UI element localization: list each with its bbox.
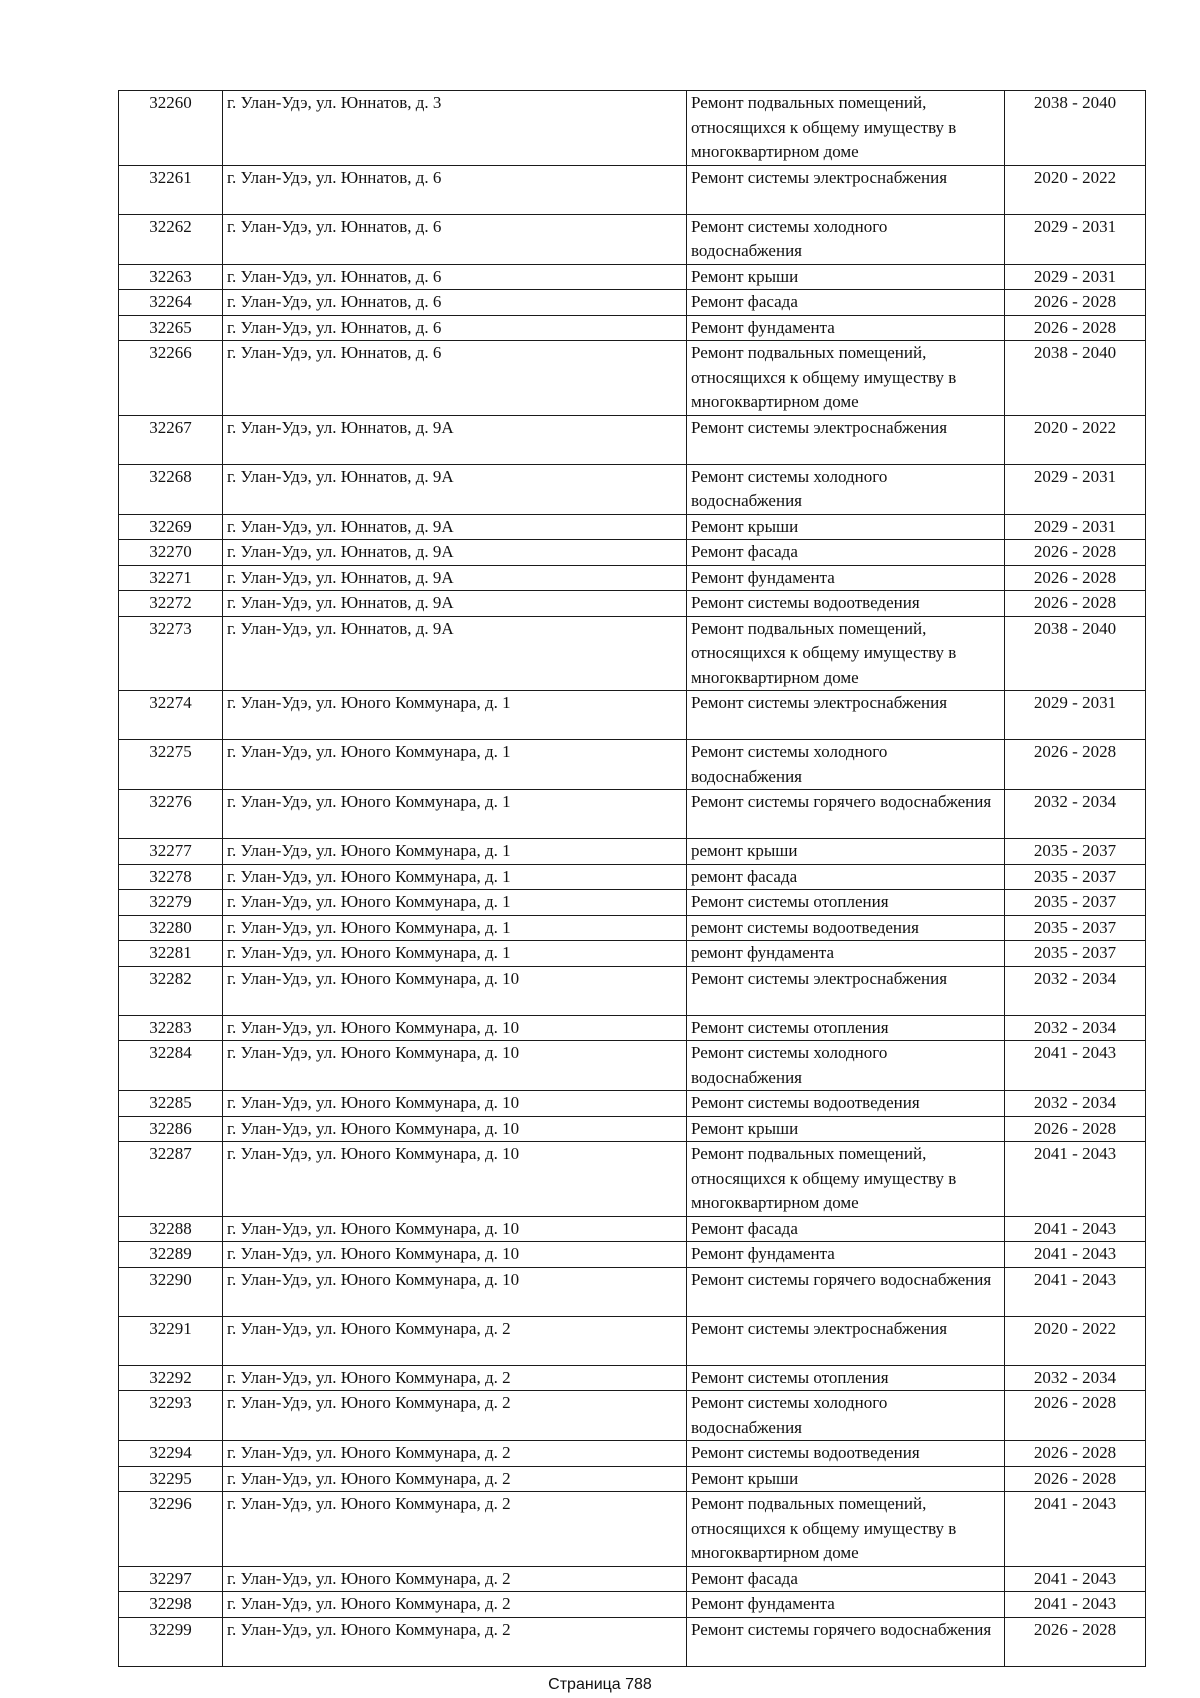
row-work-type: Ремонт фундамента <box>687 315 1005 341</box>
row-work-type: Ремонт подвальных помещений, относящихся к общему имуществу в многоквартирном доме <box>687 341 1005 416</box>
row-period: 2032 - 2034 <box>1005 966 1146 1015</box>
row-period: 2020 - 2022 <box>1005 415 1146 464</box>
row-address: г. Улан-Удэ, ул. Юного Коммунара, д. 10 <box>223 1216 687 1242</box>
row-work-type: Ремонт системы горячего водоснабжения <box>687 1267 1005 1316</box>
row-number: 32267 <box>119 415 223 464</box>
row-address: г. Улан-Удэ, ул. Юного Коммунара, д. 1 <box>223 890 687 916</box>
row-number: 32294 <box>119 1441 223 1467</box>
row-period: 2041 - 2043 <box>1005 1267 1146 1316</box>
row-address: г. Улан-Удэ, ул. Юннатов, д. 6 <box>223 341 687 416</box>
row-work-type: Ремонт системы горячего водоснабжения <box>687 790 1005 839</box>
table-row <box>119 790 1146 839</box>
row-work-type: Ремонт фасада <box>687 540 1005 566</box>
table-row <box>119 839 1146 865</box>
row-address: г. Улан-Удэ, ул. Юного Коммунара, д. 1 <box>223 941 687 967</box>
row-period: 2026 - 2028 <box>1005 1116 1146 1142</box>
table-row <box>119 565 1146 591</box>
row-period: 2026 - 2028 <box>1005 1391 1146 1441</box>
row-address: г. Улан-Удэ, ул. Юннатов, д. 6 <box>223 315 687 341</box>
row-address: г. Улан-Удэ, ул. Юного Коммунара, д. 10 <box>223 1267 687 1316</box>
row-address: г. Улан-Удэ, ул. Юного Коммунара, д. 2 <box>223 1441 687 1467</box>
row-work-type: Ремонт системы холодного водоснабжения <box>687 214 1005 264</box>
row-number: 32286 <box>119 1116 223 1142</box>
row-work-type: Ремонт фасада <box>687 1566 1005 1592</box>
row-number: 32260 <box>119 91 223 166</box>
row-address: г. Улан-Удэ, ул. Юннатов, д. 9А <box>223 616 687 691</box>
row-work-type: Ремонт системы отопления <box>687 1365 1005 1391</box>
row-period: 2041 - 2043 <box>1005 1492 1146 1567</box>
row-address: г. Улан-Удэ, ул. Юннатов, д. 9А <box>223 540 687 566</box>
row-number: 32284 <box>119 1041 223 1091</box>
table-row <box>119 966 1146 1015</box>
row-address: г. Улан-Удэ, ул. Юного Коммунара, д. 10 <box>223 1142 687 1217</box>
row-period: 2020 - 2022 <box>1005 1316 1146 1365</box>
table-row <box>119 341 1146 416</box>
row-address: г. Улан-Удэ, ул. Юного Коммунара, д. 1 <box>223 790 687 839</box>
row-address: г. Улан-Удэ, ул. Юного Коммунара, д. 2 <box>223 1617 687 1666</box>
row-work-type: Ремонт фундамента <box>687 565 1005 591</box>
row-period: 2026 - 2028 <box>1005 565 1146 591</box>
row-period: 2041 - 2043 <box>1005 1242 1146 1268</box>
row-period: 2020 - 2022 <box>1005 165 1146 214</box>
table-row <box>119 1142 1146 1217</box>
table-row <box>119 740 1146 790</box>
row-address: г. Улан-Удэ, ул. Юного Коммунара, д. 2 <box>223 1391 687 1441</box>
row-address: г. Улан-Удэ, ул. Юннатов, д. 6 <box>223 290 687 316</box>
row-period: 2026 - 2028 <box>1005 740 1146 790</box>
row-number: 32277 <box>119 839 223 865</box>
row-work-type: Ремонт системы электроснабжения <box>687 691 1005 740</box>
row-period: 2041 - 2043 <box>1005 1592 1146 1618</box>
table-row <box>119 1566 1146 1592</box>
row-work-type: Ремонт системы горячего водоснабжения <box>687 1617 1005 1666</box>
row-work-type: Ремонт системы электроснабжения <box>687 1316 1005 1365</box>
table-row <box>119 315 1146 341</box>
row-address: г. Улан-Удэ, ул. Юннатов, д. 6 <box>223 214 687 264</box>
table-row <box>119 1242 1146 1268</box>
row-address: г. Улан-Удэ, ул. Юного Коммунара, д. 2 <box>223 1466 687 1492</box>
row-work-type: Ремонт системы отопления <box>687 1015 1005 1041</box>
table-row <box>119 1391 1146 1441</box>
row-number: 32292 <box>119 1365 223 1391</box>
row-period: 2038 - 2040 <box>1005 91 1146 166</box>
row-number: 32273 <box>119 616 223 691</box>
row-address: г. Улан-Удэ, ул. Юннатов, д. 3 <box>223 91 687 166</box>
row-period: 2026 - 2028 <box>1005 315 1146 341</box>
row-period: 2038 - 2040 <box>1005 341 1146 416</box>
row-number: 32280 <box>119 915 223 941</box>
row-work-type: Ремонт системы электроснабжения <box>687 165 1005 214</box>
table-row <box>119 1267 1146 1316</box>
row-period: 2026 - 2028 <box>1005 290 1146 316</box>
table-row <box>119 915 1146 941</box>
row-period: 2026 - 2028 <box>1005 1466 1146 1492</box>
table-row <box>119 1116 1146 1142</box>
row-work-type: Ремонт системы электроснабжения <box>687 415 1005 464</box>
row-address: г. Улан-Удэ, ул. Юного Коммунара, д. 2 <box>223 1492 687 1567</box>
table-row <box>119 941 1146 967</box>
table-row <box>119 1466 1146 1492</box>
row-number: 32281 <box>119 941 223 967</box>
row-number: 32266 <box>119 341 223 416</box>
row-work-type: Ремонт крыши <box>687 1466 1005 1492</box>
table-row <box>119 91 1146 166</box>
row-period: 2035 - 2037 <box>1005 890 1146 916</box>
row-address: г. Улан-Удэ, ул. Юного Коммунара, д. 10 <box>223 1242 687 1268</box>
row-period: 2035 - 2037 <box>1005 915 1146 941</box>
row-period: 2029 - 2031 <box>1005 464 1146 514</box>
row-number: 32293 <box>119 1391 223 1441</box>
row-number: 32285 <box>119 1091 223 1117</box>
row-number: 32272 <box>119 591 223 617</box>
row-work-type: Ремонт фасада <box>687 290 1005 316</box>
table-row <box>119 864 1146 890</box>
row-period: 2029 - 2031 <box>1005 214 1146 264</box>
row-period: 2035 - 2037 <box>1005 839 1146 865</box>
row-number: 32276 <box>119 790 223 839</box>
row-work-type: Ремонт системы водоотведения <box>687 1091 1005 1117</box>
table-row <box>119 1441 1146 1467</box>
row-work-type: Ремонт подвальных помещений, относящихся к общему имуществу в многоквартирном доме <box>687 616 1005 691</box>
row-work-type: Ремонт фундамента <box>687 1242 1005 1268</box>
row-address: г. Улан-Удэ, ул. Юного Коммунара, д. 2 <box>223 1592 687 1618</box>
row-work-type: ремонт фундамента <box>687 941 1005 967</box>
table-row <box>119 290 1146 316</box>
row-number: 32299 <box>119 1617 223 1666</box>
row-work-type: Ремонт системы холодного водоснабжения <box>687 1391 1005 1441</box>
row-work-type: ремонт фасада <box>687 864 1005 890</box>
row-address: г. Улан-Удэ, ул. Юного Коммунара, д. 1 <box>223 740 687 790</box>
row-address: г. Улан-Удэ, ул. Юннатов, д. 9А <box>223 464 687 514</box>
row-work-type: Ремонт системы электроснабжения <box>687 966 1005 1015</box>
table-row <box>119 464 1146 514</box>
row-period: 2026 - 2028 <box>1005 591 1146 617</box>
table-row <box>119 1617 1146 1666</box>
table-row <box>119 591 1146 617</box>
row-address: г. Улан-Удэ, ул. Юного Коммунара, д. 10 <box>223 1015 687 1041</box>
row-number: 32275 <box>119 740 223 790</box>
table-row <box>119 1592 1146 1618</box>
row-period: 2035 - 2037 <box>1005 864 1146 890</box>
row-period: 2038 - 2040 <box>1005 616 1146 691</box>
row-number: 32283 <box>119 1015 223 1041</box>
row-address: г. Улан-Удэ, ул. Юннатов, д. 9А <box>223 591 687 617</box>
table-row <box>119 1316 1146 1365</box>
row-address: г. Улан-Удэ, ул. Юного Коммунара, д. 10 <box>223 966 687 1015</box>
table-row <box>119 264 1146 290</box>
row-number: 32289 <box>119 1242 223 1268</box>
table-row <box>119 540 1146 566</box>
row-address: г. Улан-Удэ, ул. Юннатов, д. 9А <box>223 565 687 591</box>
row-number: 32278 <box>119 864 223 890</box>
row-number: 32291 <box>119 1316 223 1365</box>
row-number: 32288 <box>119 1216 223 1242</box>
table-row <box>119 1492 1146 1567</box>
row-number: 32287 <box>119 1142 223 1217</box>
row-number: 32290 <box>119 1267 223 1316</box>
row-number: 32262 <box>119 214 223 264</box>
row-address: г. Улан-Удэ, ул. Юного Коммунара, д. 1 <box>223 691 687 740</box>
table-row <box>119 1015 1146 1041</box>
row-work-type: Ремонт фундамента <box>687 1592 1005 1618</box>
row-period: 2032 - 2034 <box>1005 1365 1146 1391</box>
row-work-type: ремонт системы водоотведения <box>687 915 1005 941</box>
row-address: г. Улан-Удэ, ул. Юного Коммунара, д. 1 <box>223 915 687 941</box>
row-work-type: Ремонт системы водоотведения <box>687 591 1005 617</box>
row-work-type: Ремонт подвальных помещений, относящихся к общему имуществу в многоквартирном доме <box>687 1492 1005 1567</box>
row-number: 32295 <box>119 1466 223 1492</box>
table-row <box>119 691 1146 740</box>
row-work-type: Ремонт крыши <box>687 264 1005 290</box>
row-period: 2026 - 2028 <box>1005 1617 1146 1666</box>
row-work-type: Ремонт крыши <box>687 1116 1005 1142</box>
row-period: 2029 - 2031 <box>1005 264 1146 290</box>
repair-schedule-table <box>118 90 1146 1667</box>
row-address: г. Улан-Удэ, ул. Юного Коммунара, д. 10 <box>223 1091 687 1117</box>
page-number: Страница 788 <box>548 1676 652 1693</box>
row-address: г. Улан-Удэ, ул. Юного Коммунара, д. 1 <box>223 839 687 865</box>
row-number: 32268 <box>119 464 223 514</box>
table-row <box>119 890 1146 916</box>
row-period: 2041 - 2043 <box>1005 1142 1146 1217</box>
row-period: 2035 - 2037 <box>1005 941 1146 967</box>
row-period: 2041 - 2043 <box>1005 1216 1146 1242</box>
row-period: 2029 - 2031 <box>1005 691 1146 740</box>
table-row <box>119 415 1146 464</box>
row-number: 32271 <box>119 565 223 591</box>
table-row <box>119 165 1146 214</box>
table-body <box>119 91 1146 1667</box>
table-row <box>119 514 1146 540</box>
row-work-type: Ремонт системы отопления <box>687 890 1005 916</box>
row-number: 32296 <box>119 1492 223 1567</box>
table-row <box>119 1365 1146 1391</box>
row-period: 2032 - 2034 <box>1005 790 1146 839</box>
row-number: 32274 <box>119 691 223 740</box>
row-period: 2041 - 2043 <box>1005 1566 1146 1592</box>
table-row <box>119 1216 1146 1242</box>
table-row <box>119 1041 1146 1091</box>
row-address: г. Улан-Удэ, ул. Юннатов, д. 9А <box>223 514 687 540</box>
row-address: г. Улан-Удэ, ул. Юного Коммунара, д. 2 <box>223 1365 687 1391</box>
row-work-type: Ремонт системы холодного водоснабжения <box>687 1041 1005 1091</box>
row-work-type: ремонт крыши <box>687 839 1005 865</box>
row-work-type: Ремонт фасада <box>687 1216 1005 1242</box>
table-row <box>119 616 1146 691</box>
row-period: 2032 - 2034 <box>1005 1015 1146 1041</box>
table-row <box>119 1091 1146 1117</box>
row-address: г. Улан-Удэ, ул. Юного Коммунара, д. 10 <box>223 1116 687 1142</box>
row-number: 32298 <box>119 1592 223 1618</box>
row-work-type: Ремонт крыши <box>687 514 1005 540</box>
row-period: 2026 - 2028 <box>1005 1441 1146 1467</box>
row-work-type: Ремонт подвальных помещений, относящихся к общему имуществу в многоквартирном доме <box>687 1142 1005 1217</box>
row-work-type: Ремонт системы холодного водоснабжения <box>687 740 1005 790</box>
row-number: 32279 <box>119 890 223 916</box>
row-address: г. Улан-Удэ, ул. Юного Коммунара, д. 10 <box>223 1041 687 1091</box>
row-address: г. Улан-Удэ, ул. Юного Коммунара, д. 2 <box>223 1316 687 1365</box>
row-period: 2032 - 2034 <box>1005 1091 1146 1117</box>
row-address: г. Улан-Удэ, ул. Юннатов, д. 9А <box>223 415 687 464</box>
row-number: 32297 <box>119 1566 223 1592</box>
row-work-type: Ремонт подвальных помещений, относящихся к общему имуществу в многоквартирном доме <box>687 91 1005 166</box>
row-number: 32282 <box>119 966 223 1015</box>
row-work-type: Ремонт системы водоотведения <box>687 1441 1005 1467</box>
row-address: г. Улан-Удэ, ул. Юного Коммунара, д. 1 <box>223 864 687 890</box>
row-number: 32263 <box>119 264 223 290</box>
row-number: 32265 <box>119 315 223 341</box>
row-number: 32264 <box>119 290 223 316</box>
row-work-type: Ремонт системы холодного водоснабжения <box>687 464 1005 514</box>
row-address: г. Улан-Удэ, ул. Юного Коммунара, д. 2 <box>223 1566 687 1592</box>
row-number: 32269 <box>119 514 223 540</box>
row-number: 32270 <box>119 540 223 566</box>
row-period: 2029 - 2031 <box>1005 514 1146 540</box>
row-period: 2026 - 2028 <box>1005 540 1146 566</box>
row-number: 32261 <box>119 165 223 214</box>
table-row <box>119 214 1146 264</box>
row-address: г. Улан-Удэ, ул. Юннатов, д. 6 <box>223 264 687 290</box>
row-period: 2041 - 2043 <box>1005 1041 1146 1091</box>
row-address: г. Улан-Удэ, ул. Юннатов, д. 6 <box>223 165 687 214</box>
